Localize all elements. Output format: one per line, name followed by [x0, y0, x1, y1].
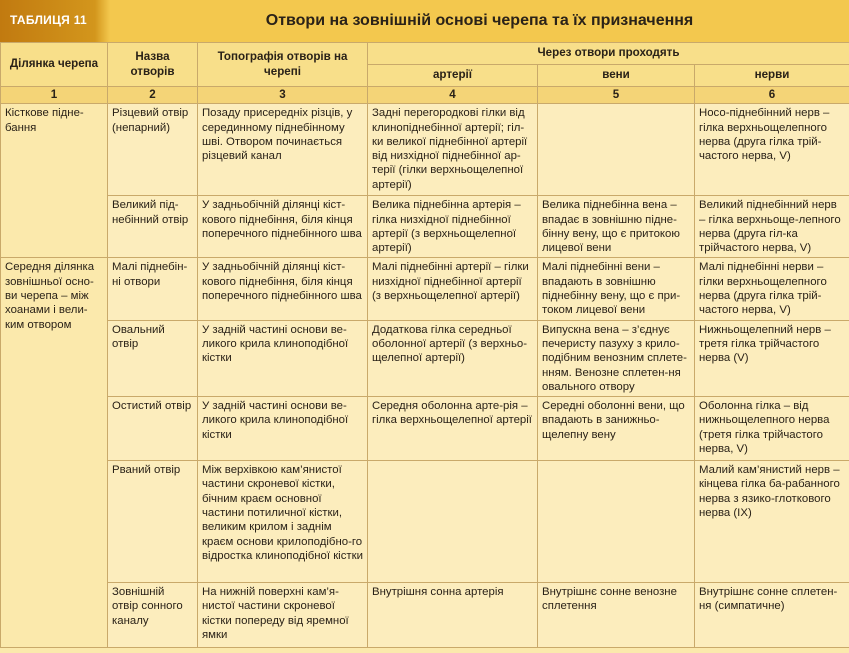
- table-row: [1, 397, 849, 461]
- foramen-topography: У задньобічній ділянці кіст-кового піднебіння, біля кінця поперечного піднебінного шва: [198, 258, 368, 320]
- table-row: [1, 461, 849, 583]
- nerves-cell: Носо-піднебінний нерв – гілка верхньощелепного нерва (друга гілка трій-частого нерва, V): [695, 104, 849, 196]
- foramen-name: Різцевий отвір (непарний): [108, 104, 198, 196]
- table-number-label: ТАБЛИЦЯ 11: [10, 13, 88, 27]
- nerves-cell: Малі піднебінні нерви – гілки верхньощелепного нерва (друга гілка трій-частого нерва, V): [695, 258, 849, 320]
- foramen-topography: На нижній поверхні кам’я-нистої частини скроневої кістки попереду від яремної ямки: [198, 583, 368, 648]
- header-region: Ділянка черепа: [1, 43, 108, 87]
- foramen-name: Зовнішній отвір сонного каналу: [108, 583, 198, 648]
- header-name: Назва отворів: [108, 43, 198, 87]
- column-number: 2: [108, 87, 198, 104]
- foramen-topography: У задній частині основи ве-ликого крила клиноподібної кістки: [198, 320, 368, 396]
- arteries-cell: Середня оболонна арте-рія – гілка верхньощелепної артерії: [368, 397, 538, 461]
- veins-cell: Внутрішнє сонне венозне сплетення: [538, 583, 695, 648]
- column-number: 1: [1, 87, 108, 104]
- foramen-topography: У задньобічній ділянці кіст-кового піднебіння, біля кінця поперечного піднебінного шва: [198, 196, 368, 258]
- foramen-name: Малі піднебін-ні отвори: [108, 258, 198, 320]
- veins-cell: Велика піднебінна вена – впадає в зовнішню підне-бінну вену, що є притокою лицевої вени: [538, 196, 695, 258]
- page-title: Отвори на зовнішній основі черепа та їх призначення: [265, 12, 694, 29]
- header-topography: Топографія отворів на черепі: [198, 43, 368, 87]
- header-passing-group: Через отвори проходять: [368, 43, 849, 65]
- region-cell: Середня ділянка зовнішньої осно-ви черепа – між хоанами і вели-ким отвором: [1, 258, 108, 648]
- nerves-cell: Великий піднебінний нерв – гілка верхньоще-лепного нерва (друга гіл-ка трійчастого нерва, V): [695, 196, 849, 258]
- title-bar: [0, 0, 849, 42]
- foramen-name: Остистий отвір: [108, 397, 198, 461]
- veins-cell: Малі піднебінні вени – впадають в зовнішню піднебінну вену, що є при-током лицевої вени: [538, 258, 695, 320]
- arteries-cell: Додаткова гілка середньої оболонної артерії (з верхньо-щелепної артерії): [368, 320, 538, 396]
- table-row: [1, 583, 849, 648]
- column-number: 5: [538, 87, 695, 104]
- column-number: 6: [695, 87, 849, 104]
- nerves-cell: Внутрішнє сонне сплетен-ня (симпатичне): [695, 583, 849, 648]
- foramen-topography: Між верхівкою кам’янистої частини скроневої кістки, бічним краєм основної частини потиличної кістки, великим крилом і заднім краєм основи крилоподібно-го відростка клиноподібної кістки: [198, 461, 368, 583]
- nerves-cell: Малий кам’янистий нерв – кінцева гілка ба-рабанного нерва з язико-глоткового нерва (IX): [695, 461, 849, 583]
- header-arteries: артерії: [368, 65, 538, 87]
- foramina-table: [0, 42, 849, 648]
- column-number: 4: [368, 87, 538, 104]
- arteries-cell: Внутрішня сонна артерія: [368, 583, 538, 648]
- arteries-cell: Малі піднебінні артерії – гілки низхідної піднебінної артерії (з верхньощелепної артерії): [368, 258, 538, 320]
- nerves-cell: Оболонна гілка – від нижньощелепного нерва (третя гілка трійчастого нерва, V): [695, 397, 849, 461]
- foramen-topography: Позаду присередніх різців, у серединному піднебінному шві. Отвором починається різцевий канал: [198, 104, 368, 196]
- table-row: [1, 104, 849, 196]
- foramen-name: Овальний отвір: [108, 320, 198, 396]
- veins-cell: Випускна вена – з’єднує печеристу пазуху з крило-подібним венозним сплете-нням. Венозне сплетен-ня овального отвору: [538, 320, 695, 396]
- veins-cell: [538, 104, 695, 196]
- foramen-topography: У задній частині основи ве-ликого крила клиноподібної кістки: [198, 397, 368, 461]
- region-cell: Кісткове підне-бання: [1, 104, 108, 258]
- table-row: [1, 196, 849, 258]
- arteries-cell: Велика піднебінна артерія – гілка низхідної піднебінної артерії (з верхньощелепної артерії): [368, 196, 538, 258]
- header-veins: вени: [538, 65, 695, 87]
- foramen-name: Рваний отвір: [108, 461, 198, 583]
- foramen-name: Великий під-небінний отвір: [108, 196, 198, 258]
- arteries-cell: [368, 461, 538, 583]
- nerves-cell: Нижньощелепний нерв – третя гілка трійчастого нерва (V): [695, 320, 849, 396]
- veins-cell: [538, 461, 695, 583]
- veins-cell: Середні оболонні вени, що впадають в занижньо-щелепну вену: [538, 397, 695, 461]
- column-number: 3: [198, 87, 368, 104]
- table-row: [1, 258, 849, 320]
- table-row: [1, 320, 849, 396]
- arteries-cell: Задні перегородкові гілки від клинопіднебінної артерії; гіл-ки великої піднебінної артерії від низхідної піднебінної ар-терії (гілки верхньощелепної артерії): [368, 104, 538, 196]
- header-nerves: нерви: [695, 65, 849, 87]
